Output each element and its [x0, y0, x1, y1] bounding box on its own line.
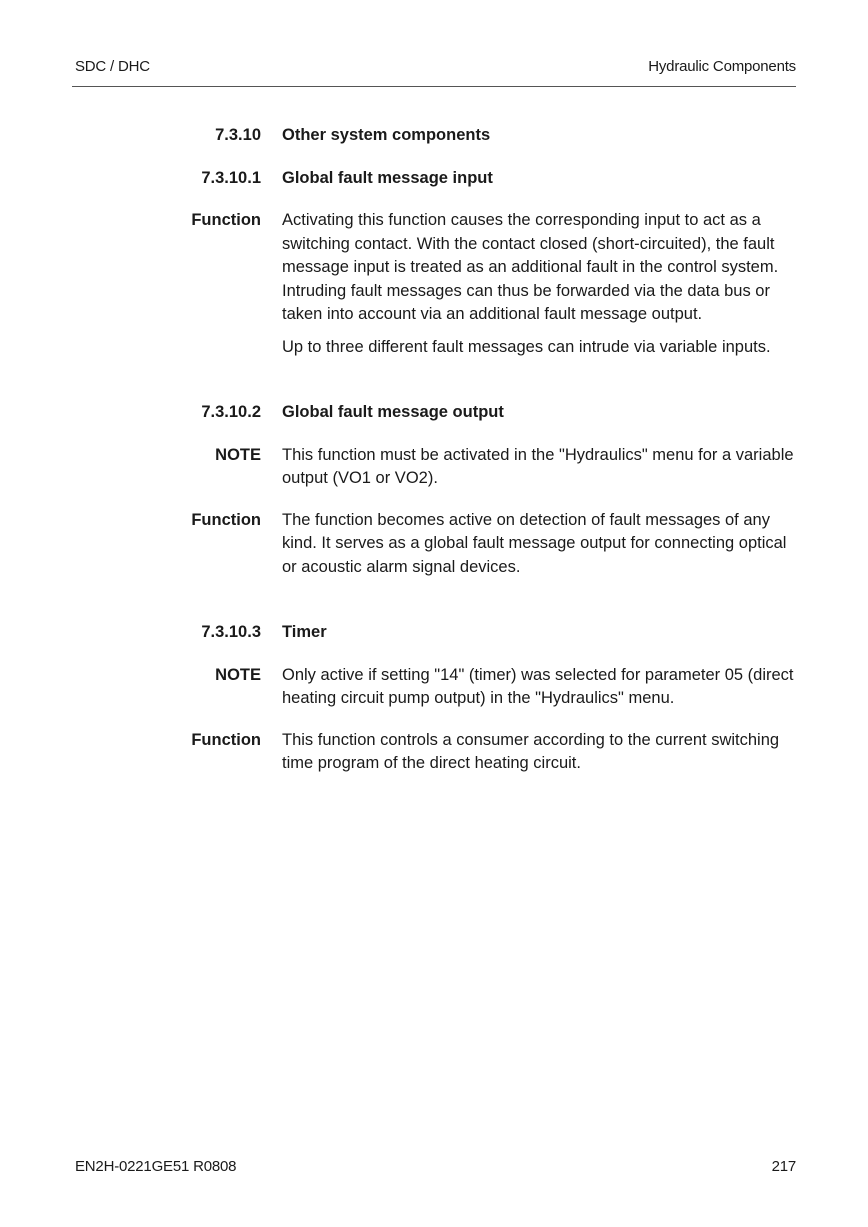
note-block-7-3-10-3	[0, 664, 868, 711]
function-label: Function	[191, 211, 261, 229]
header-right: Hydraulic Components	[648, 58, 796, 75]
section-number: 7.3.10	[215, 126, 261, 144]
function-text	[282, 209, 794, 359]
function-block-7-3-10-2	[0, 509, 868, 580]
function-block-7-3-10-1	[0, 209, 868, 359]
section-7-3-10-3-heading	[0, 621, 868, 645]
document-id: EN2H-0221GE51 R0808	[75, 1158, 237, 1175]
note-label: NOTE	[215, 445, 261, 464]
header-divider	[72, 86, 796, 87]
section-number: 7.3.10.2	[201, 403, 261, 421]
section-number: 7.3.10.3	[201, 623, 261, 641]
function-paragraph: Up to three different fault messages can intrude via variable inputs.	[282, 337, 771, 356]
section-title: Global fault message output	[282, 403, 504, 421]
page-number: 217	[771, 1158, 796, 1175]
function-label: Function	[191, 730, 261, 749]
section-title: Timer	[282, 623, 327, 641]
page-content	[0, 124, 868, 776]
section-title: Other system components	[282, 126, 491, 144]
function-block-7-3-10-3	[0, 729, 868, 776]
page-footer	[75, 1158, 796, 1175]
note-text: This function must be activated in the "Hydraulics" menu for a variable output (VO1 or VO2).	[282, 445, 794, 487]
note-label: NOTE	[215, 665, 261, 684]
note-block-7-3-10-2	[0, 444, 868, 491]
section-title: Global fault message input	[282, 168, 493, 187]
section-7-3-10-1-heading	[0, 167, 868, 191]
header-left: SDC / DHC	[75, 58, 150, 75]
section-7-3-10-heading	[0, 124, 868, 148]
section-7-3-10-2-heading	[0, 401, 868, 425]
page-header	[75, 58, 796, 75]
section-number: 7.3.10.1	[201, 168, 261, 187]
function-text: The function becomes active on detection of fault messages of any kind. It serves as a global fault message output for connecting optical or acoustic alarm signal devices.	[282, 510, 787, 576]
function-label: Function	[191, 510, 261, 529]
note-text: Only active if setting "14" (timer) was selected for parameter 05 (direct heating circuit pump output) in the "Hydraulics" menu.	[282, 665, 794, 707]
function-paragraph: Activating this function causes the corresponding input to act as a switching contact. With the contact closed (short-circuited), the fault message input is treated as an additional fault in the control system. Intruding fault messages can thus be forwarded via the data bus or taken into account via an additional fault message output.	[282, 211, 779, 323]
function-text: This function controls a consumer according to the current switching time program of the direct heating circuit.	[282, 730, 780, 772]
